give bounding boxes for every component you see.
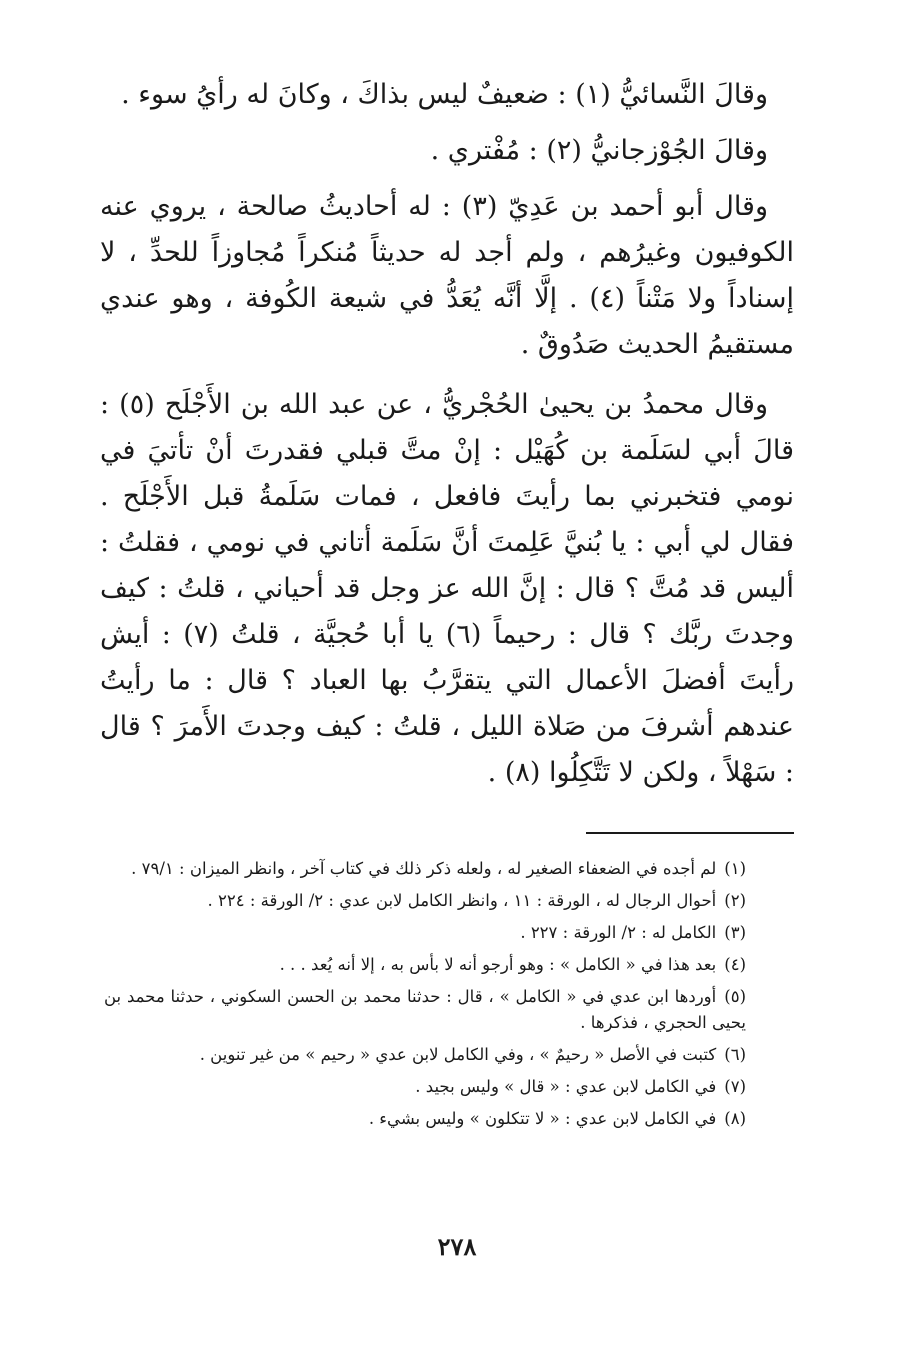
footnotes xyxy=(104,856,794,1138)
footnote-text: أحوال الرجال له ، الورقة : ١١ ، وانظر الكامل لابن عدي : ٢/ الورقة : ٢٢٤ . xyxy=(207,891,717,910)
paragraph-text: وقالَ الجُوْزجانيُّ (٢) : مُفْتري . xyxy=(430,135,768,166)
footnote-number: (٤) xyxy=(724,955,746,974)
footnote-text: أوردها ابن عدي في « الكامل » ، قال : حدثنا محمد بن الحسن السكوني ، حدثنا محمد بن يحيى الحجري ، فذكرها . xyxy=(104,987,746,1032)
footnote xyxy=(104,1106,794,1132)
footnote xyxy=(104,1074,794,1100)
footnote-text: في الكامل لابن عدي : « لا تتكلون » وليس بشيء . xyxy=(368,1109,717,1128)
paragraph-juzjani xyxy=(100,128,794,174)
main-text xyxy=(100,72,794,806)
footnote-text: بعد هذا في « الكامل » : وهو أرجو أنه لا بأس به ، إلا أنه يُعد . . . xyxy=(279,955,717,974)
footnote-text: الكامل له : ٢/ الورقة : ٢٢٧ . xyxy=(520,923,717,942)
footnote xyxy=(104,952,794,978)
footnote-number: (٦) xyxy=(724,1045,746,1064)
footnote xyxy=(104,1042,794,1068)
footnote-divider xyxy=(586,832,794,834)
footnote-text: كتبت في الأصل « رحيمٌ » ، وفي الكامل لابن عدي « رحيم » من غير تنوين . xyxy=(199,1045,717,1064)
footnote xyxy=(104,888,794,914)
footnote-number: (٢) xyxy=(724,891,746,910)
footnote xyxy=(104,856,794,882)
paragraph-text: وقالَ النَّسائيُّ (١) : ضعيفٌ ليس بذاكَ ، وكانَ له رأيُ سوء . xyxy=(121,79,768,110)
footnote-number: (١) xyxy=(724,859,746,878)
paragraph-hujri xyxy=(100,382,794,796)
footnote-text: في الكامل لابن عدي : « قال » وليس بجيد . xyxy=(415,1077,717,1096)
footnote-number: (٨) xyxy=(724,1109,746,1128)
page-number: ٢٧٨ xyxy=(437,1232,477,1261)
footnote-text: لم أجده في الضعفاء الصغير له ، ولعله ذكر ذلك في كتاب آخر ، وانظر الميزان : ٧٩/١ . xyxy=(131,859,717,878)
footnote-number: (٥) xyxy=(724,987,746,1006)
footnote-number: (٧) xyxy=(724,1077,746,1096)
footnote xyxy=(104,920,794,946)
paragraph-text: وقال محمدُ بن يحيىٰ الحُجْريُّ ، عن عبد الله بن الأَجْلَح (٥) : قالَ أبي لسَلَمة بن كُهَيْل : إنْ متَّ قبلي فقدرتَ أنْ تأتيَ في نومي فتخبرني بما رأيتَ فافعل ، فمات سَلَمةُ قبل الأَجْلَح . فقال لي أبي : يا بُنيَّ عَلِمتَ أنَّ سَلَمة أتاني في نومي ، فقلتُ : أليس قد مُتَّ ؟ قال : إنَّ الله عز وجل قد أحياني ، قلتُ : كيف وجدتَ ربَّك ؟ قال : رحيماً (٦) يا أبا حُجيَّة ، قلتُ (٧) : أيش رأيتَ أفضلَ الأعمال التي يتقرَّبُ بها العباد ؟ قال : ما رأيتُ عندهم أشرفَ من صَلاة الليل ، قلتُ : كيف وجدتَ الأَمرَ ؟ قال : سَهْلاً ، ولكن لا تَتَّكِلُوا (٨) . xyxy=(100,389,794,788)
footnote-number: (٣) xyxy=(724,923,746,942)
paragraph-text: وقال أبو أحمد بن عَدِيّ (٣) : له أحاديثُ صالحة ، يروي عنه الكوفيون وغيرُهم ، ولم أجد له حديثاً مُنكراً مُجاوزاً للحدِّ ، لا إسناداً ولا مَتْناً (٤) . إلَّا أنَّه يُعَدُّ في شيعة الكُوفة ، وهو عندي مستقيمُ الحديث صَدُوقٌ . xyxy=(100,191,794,360)
paragraph-nasai xyxy=(100,72,794,118)
footnote xyxy=(104,984,794,1036)
paragraph-ibn-adi xyxy=(100,184,794,368)
